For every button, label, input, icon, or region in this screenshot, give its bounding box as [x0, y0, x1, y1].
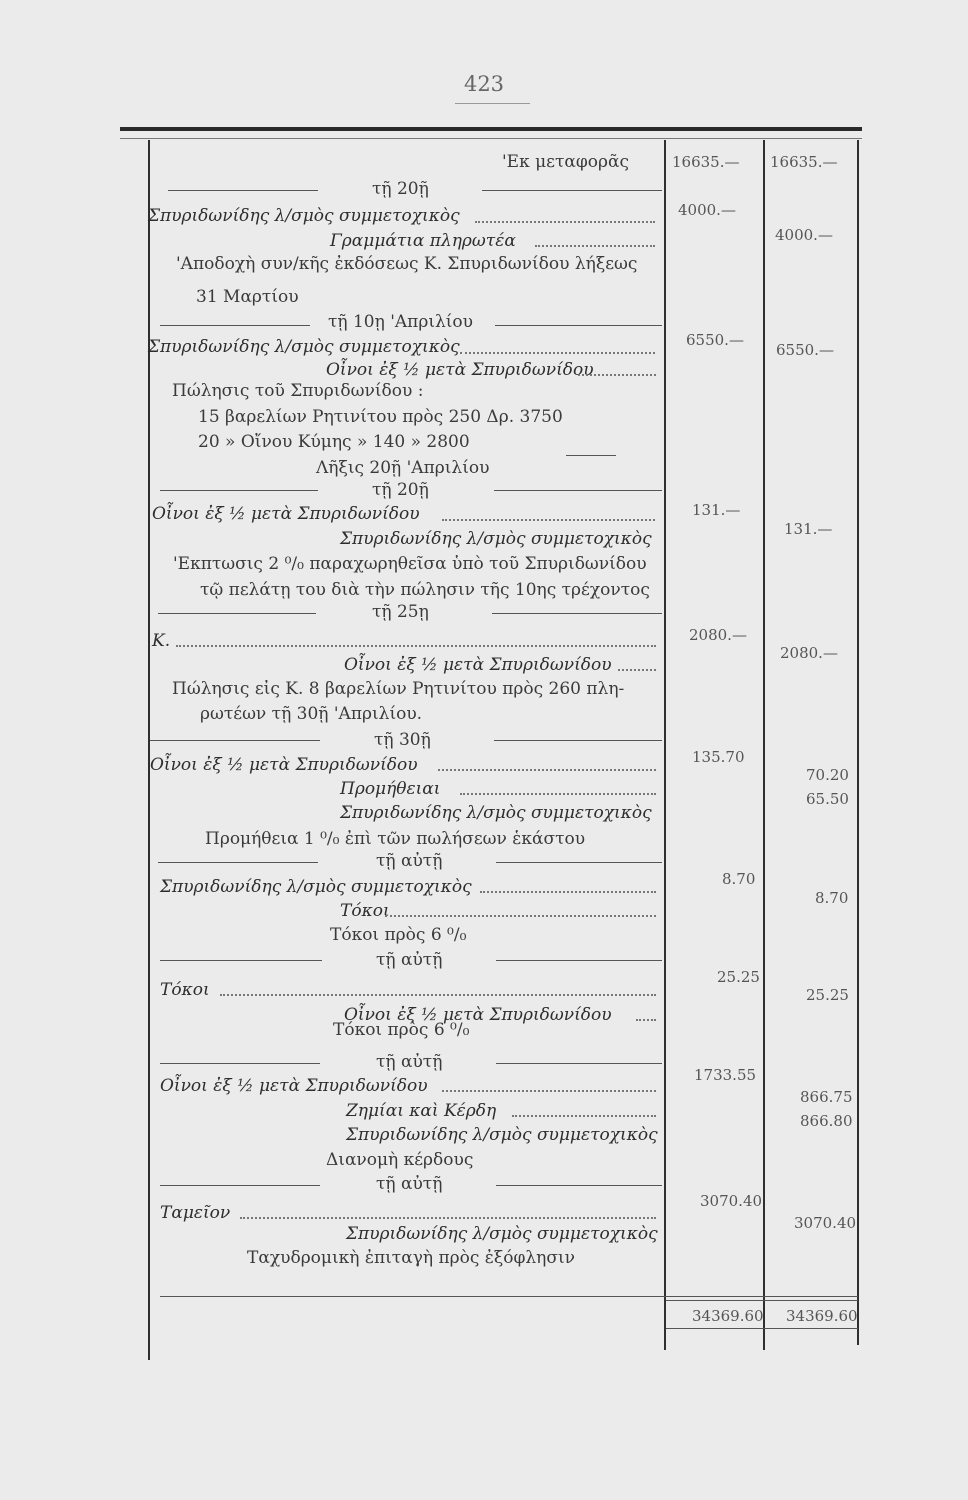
- narration-line: 20 » Οἴνου Κύμης » 140 » 2800: [198, 432, 470, 452]
- narration-line: Πώλησις τοῦ Σπυριδωνίδου :: [172, 381, 424, 401]
- page-number: 423: [463, 72, 505, 96]
- carry-forward-label: 'Εκ μεταφορᾶς: [502, 152, 629, 172]
- leader-dots: [535, 245, 655, 247]
- date-separator: [496, 1185, 662, 1186]
- narration-line: 'Εκπτωσις 2 ⁰/₀ παραχωρηθεῖσα ὑπὸ τοῦ Σπυριδωνίδου: [173, 554, 647, 574]
- entry-debit-amount: 131.—: [692, 501, 741, 519]
- credit-account: Οἶνοι ἐξ ½ μετὰ Σπυριδωνίδου: [326, 360, 594, 380]
- narration-line: Τόκοι πρὸς 6 ⁰/₀: [333, 1020, 470, 1040]
- credit-account: Οἶνοι ἐξ ½ μετὰ Σπυριδωνίδου: [344, 1005, 612, 1025]
- leader-dots: [636, 1019, 656, 1021]
- total-credit: 34369.60: [786, 1307, 858, 1325]
- leader-dots: [512, 1115, 656, 1117]
- date-separator: [160, 490, 318, 491]
- carry-forward-debit: 16635.—: [672, 153, 740, 171]
- leader-dots: [442, 1090, 656, 1092]
- debit-account: Τόκοι: [160, 980, 210, 1000]
- narration-line: Πώλησις εἰς Κ. 8 βαρελίων Ρητινίτου πρὸς 260 πλη-: [172, 679, 625, 699]
- entry-debit-amount: 2080.—: [689, 626, 747, 644]
- entry-debit-amount amt-frame: 135.70: [692, 748, 745, 766]
- narration-line: Διανομὴ κέρδους: [326, 1150, 474, 1170]
- credit-account: Σπυριδωνίδης λ/σμὸς συμμετοχικὸς: [340, 529, 652, 549]
- credit-account: Σπυριδωνίδης λ/σμὸς συμμετοχικὸς: [346, 1125, 658, 1145]
- date-separator: [494, 490, 662, 491]
- subtotal-underline: [566, 455, 616, 456]
- date-separator: [160, 960, 322, 961]
- credit-column-right-line: [857, 140, 859, 1345]
- date-separator: [160, 1185, 320, 1186]
- entry-debit-amount: 4000.—: [678, 201, 736, 219]
- entry-debit-amount: 8.70: [722, 870, 756, 888]
- narration-line: Προμήθεια 1 ⁰/₀ ἐπὶ τῶν πωλήσεων ἑκάστου: [205, 829, 586, 849]
- leader-dots: [578, 374, 656, 376]
- carry-forward-credit: 16635.—: [770, 153, 838, 171]
- entry-date: τῇ αὐτῇ: [376, 1052, 443, 1072]
- entry-date: τῇ 20ῇ: [372, 179, 429, 199]
- entry-credit-amount: 6550.—: [776, 341, 834, 359]
- date-separator: [160, 325, 310, 326]
- entry-debit-amount: 25.25: [717, 968, 760, 986]
- narration-line: Τόκοι πρὸς 6 ⁰/₀: [330, 925, 467, 945]
- debit-account: Σπυριδωνίδης λ/σμὸς συμμετοχικὸς: [148, 206, 460, 226]
- leader-dots: [385, 915, 656, 917]
- entry-credit-amount: 8.70: [815, 889, 849, 907]
- total-debit: 34369.60: [692, 1307, 764, 1325]
- credit-account: Τόκοι: [340, 901, 390, 921]
- credit-account: Προμήθειαι: [340, 779, 441, 799]
- credit-account: Οἶνοι ἐξ ½ μετὰ Σπυριδωνίδου: [344, 655, 612, 675]
- date-separator: [495, 325, 662, 326]
- entry-debit-amount: 3070.40: [700, 1192, 763, 1210]
- leader-dots: [240, 1217, 656, 1219]
- entry-date: τῇ 10ῃ 'Απριλίου: [328, 312, 474, 332]
- narration-line: Λῆξις 20ῇ 'Απριλίου: [316, 458, 490, 478]
- narration-line: ρωτέων τῇ 30ῇ 'Απριλίου.: [200, 704, 423, 724]
- entry-date: τῇ αὐτῇ: [376, 1174, 443, 1194]
- entry-debit-amount: 6550.—: [686, 331, 744, 349]
- left-margin-line: [148, 140, 150, 1360]
- entry-date: τῇ 25ῃ: [372, 602, 429, 622]
- date-separator: [158, 862, 318, 863]
- entry-date: τῇ 20ῇ: [372, 480, 429, 500]
- debit-column-right-line: [763, 140, 765, 1350]
- date-separator: [168, 190, 318, 191]
- page-number-rule: [455, 103, 530, 104]
- date-separator: [492, 613, 662, 614]
- narration-line: 15 βαρελίων Ρητινίτου πρὸς 250 Δρ. 3750: [198, 407, 563, 427]
- entry-date: τῇ αὐτῇ: [376, 851, 443, 871]
- debit-account: Οἶνοι ἐξ ½ μετὰ Σπυριδωνίδου: [150, 755, 418, 775]
- entry-credit-amount: 25.25: [806, 986, 849, 1004]
- date-separator: [494, 740, 662, 741]
- credit-account: Ζημίαι καὶ Κέρδη: [346, 1101, 497, 1121]
- entry-credit-amount: 131.—: [784, 520, 833, 538]
- leader-dots: [176, 645, 656, 647]
- leader-dots: [460, 352, 655, 354]
- entry-credit-amount: 866.75: [800, 1088, 853, 1106]
- debit-account: Ταμεῖον: [160, 1203, 231, 1223]
- leader-dots: [460, 793, 656, 795]
- entry-debit-amount: 1733.55: [694, 1066, 757, 1084]
- debit-account: Σπυριδωνίδης λ/σμὸς συμμετοχικὸς: [160, 877, 472, 897]
- date-separator: [150, 740, 320, 741]
- credit-account: Σπυριδωνίδης λ/σμὸς συμμετοχικὸς: [340, 803, 652, 823]
- date-separator: [160, 1063, 320, 1064]
- debit-account: Οἶνοι ἐξ ½ μετὰ Σπυριδωνίδου: [160, 1076, 428, 1096]
- date-separator: [496, 1063, 662, 1064]
- credit-account: Σπυριδωνίδης λ/σμὸς συμμετοχικὸς: [346, 1224, 658, 1244]
- entry-date: τῇ αὐτῇ: [376, 950, 443, 970]
- total-rule: [666, 1300, 858, 1301]
- entry-credit-amount: 3070.40: [794, 1214, 857, 1232]
- leader-dots: [220, 994, 656, 996]
- leader-dots: [618, 669, 656, 671]
- date-separator: [496, 960, 662, 961]
- ledger-top-thin-rule: [120, 138, 862, 139]
- total-rule: [160, 1296, 858, 1297]
- debit-account: Σπυριδωνίδης λ/σμὸς συμμετοχικὸς: [148, 337, 460, 357]
- leader-dots: [480, 891, 656, 893]
- entry-date: τῇ 30ῇ: [374, 730, 431, 750]
- date-separator: [158, 613, 316, 614]
- narration-line: 'Αποδοχὴ συν/κῆς ἐκδόσεως Κ. Σπυριδωνίδου λήξεως: [176, 254, 638, 274]
- debit-account: Κ.: [152, 631, 171, 651]
- date-separator: [496, 862, 662, 863]
- date-separator: [482, 190, 662, 191]
- debit-column-left-line: [664, 140, 666, 1350]
- narration-line: Ταχυδρομικὴ ἐπιταγὴ πρὸς ἐξόφλησιν: [247, 1248, 575, 1268]
- ledger-top-rule: [120, 127, 862, 131]
- entry-credit-amount: 65.50: [806, 790, 849, 808]
- entry-credit-amount: 70.20: [806, 766, 849, 784]
- debit-account: Οἶνοι ἐξ ½ μετὰ Σπυριδωνίδου: [152, 504, 420, 524]
- leader-dots: [475, 221, 655, 223]
- credit-account: Γραμμάτια πληρωτέα: [330, 231, 516, 251]
- entry-credit-amount: 4000.—: [775, 226, 833, 244]
- narration-line: τῷ πελάτῃ του διὰ τὴν πώλησιν τῆς 10ης τρέχοντος: [200, 580, 650, 600]
- entry-credit-amount: 866.80: [800, 1112, 853, 1130]
- total-underline: [666, 1328, 858, 1329]
- entry-credit-amount: 2080.—: [780, 644, 838, 662]
- narration-line: 31 Μαρτίου: [196, 287, 299, 307]
- leader-dots: [438, 769, 656, 771]
- leader-dots: [442, 519, 655, 521]
